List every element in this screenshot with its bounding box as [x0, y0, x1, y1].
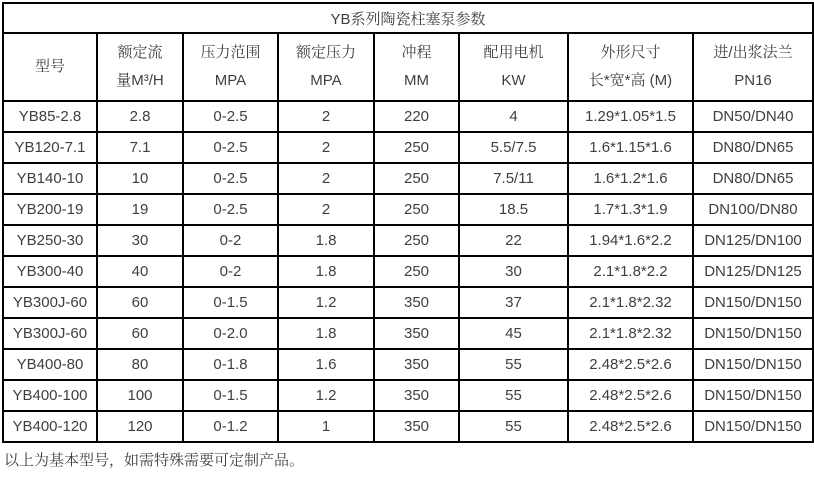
- col-header-flange: [693, 33, 813, 101]
- col-header-model: [3, 33, 97, 101]
- cell-motor-power: 55: [459, 349, 568, 380]
- cell-motor-power: 4: [459, 101, 568, 132]
- cell-motor-power: 7.5/11: [459, 163, 568, 194]
- col-header-unit: KW: [501, 72, 526, 89]
- cell-flange: DN125/DN100: [693, 225, 813, 256]
- col-header-unit: MM: [404, 72, 429, 89]
- cell-rated-flow: 80: [97, 349, 183, 380]
- table-row: [3, 256, 813, 287]
- cell-model: YB250-30: [3, 225, 97, 256]
- col-header-label: 外形尺寸: [600, 44, 661, 61]
- cell-dimensions: 2.1*1.8*2.32: [568, 318, 693, 349]
- cell-rated-pressure: 2: [278, 101, 374, 132]
- table-row: [3, 194, 813, 225]
- cell-pressure-range: 0-1.5: [183, 287, 278, 318]
- table-row: [3, 101, 813, 132]
- cell-model: YB400-120: [3, 411, 97, 442]
- cell-model: YB400-80: [3, 349, 97, 380]
- cell-stroke: 250: [374, 163, 459, 194]
- cell-rated-pressure: 1.8: [278, 256, 374, 287]
- cell-pressure-range: 0-2.5: [183, 194, 278, 225]
- cell-model: YB400-100: [3, 380, 97, 411]
- cell-rated-flow: 19: [97, 194, 183, 225]
- cell-model: YB140-10: [3, 163, 97, 194]
- table-row: [3, 225, 813, 256]
- cell-rated-flow: 30: [97, 225, 183, 256]
- col-header-label: 冲程: [401, 44, 432, 61]
- cell-flange: DN150/DN150: [693, 411, 813, 442]
- col-header-label: 额定流: [117, 44, 163, 61]
- cell-model: YB300J-60: [3, 318, 97, 349]
- cell-dimensions: 2.1*1.8*2.32: [568, 287, 693, 318]
- cell-rated-flow: 40: [97, 256, 183, 287]
- cell-rated-flow: 2.8: [97, 101, 183, 132]
- col-header-label: 型号: [34, 58, 65, 75]
- cell-rated-pressure: 1.8: [278, 318, 374, 349]
- cell-rated-pressure: 2: [278, 194, 374, 225]
- cell-pressure-range: 0-1.5: [183, 380, 278, 411]
- cell-dimensions: 2.48*2.5*2.6: [568, 380, 693, 411]
- cell-rated-pressure: 1.8: [278, 225, 374, 256]
- cell-rated-flow: 100: [97, 380, 183, 411]
- col-header-rated-pressure: [278, 33, 374, 101]
- cell-stroke: 250: [374, 256, 459, 287]
- cell-dimensions: 2.1*1.8*2.2: [568, 256, 693, 287]
- table-header-row: [3, 33, 813, 101]
- cell-rated-flow: 120: [97, 411, 183, 442]
- col-header-unit: 长*宽*高 (M): [588, 72, 673, 89]
- cell-motor-power: 45: [459, 318, 568, 349]
- cell-rated-pressure: 1: [278, 411, 374, 442]
- cell-dimensions: 2.48*2.5*2.6: [568, 411, 693, 442]
- table-row: [3, 318, 813, 349]
- cell-stroke: 220: [374, 101, 459, 132]
- cell-motor-power: 37: [459, 287, 568, 318]
- cell-pressure-range: 0-2: [183, 225, 278, 256]
- cell-dimensions: 1.94*1.6*2.2: [568, 225, 693, 256]
- cell-rated-pressure: 1.2: [278, 380, 374, 411]
- cell-dimensions: 1.6*1.15*1.6: [568, 132, 693, 163]
- cell-pressure-range: 0-2.5: [183, 101, 278, 132]
- spec-table-body: [3, 101, 813, 442]
- table-title: YB系列陶瓷柱塞泵参数: [3, 3, 813, 33]
- cell-stroke: 350: [374, 411, 459, 442]
- cell-stroke: 250: [374, 194, 459, 225]
- col-header-label: 配用电机: [483, 44, 544, 61]
- col-header-label: 进/出浆法兰: [713, 44, 793, 61]
- cell-pressure-range: 0-1.8: [183, 349, 278, 380]
- table-row: [3, 132, 813, 163]
- cell-flange: DN150/DN150: [693, 380, 813, 411]
- col-header-dimensions: [568, 33, 693, 101]
- cell-motor-power: 22: [459, 225, 568, 256]
- cell-motor-power: 30: [459, 256, 568, 287]
- cell-flange: DN80/DN65: [693, 132, 813, 163]
- cell-dimensions: 2.48*2.5*2.6: [568, 349, 693, 380]
- table-row: [3, 349, 813, 380]
- cell-stroke: 350: [374, 349, 459, 380]
- footer-note: 以上为基本型号，如需特殊需要可定制产品。: [4, 452, 305, 469]
- cell-model: YB300-40: [3, 256, 97, 287]
- table-title-row: [3, 3, 813, 33]
- cell-motor-power: 55: [459, 411, 568, 442]
- cell-flange: DN125/DN125: [693, 256, 813, 287]
- cell-motor-power: 55: [459, 380, 568, 411]
- cell-stroke: 250: [374, 132, 459, 163]
- col-header-unit: MPA: [214, 72, 247, 89]
- col-header-label: 压力范围: [200, 44, 261, 61]
- col-header-motor-power: [459, 33, 568, 101]
- cell-stroke: 350: [374, 380, 459, 411]
- col-header-label: 额定压力: [295, 44, 356, 61]
- table-row: [3, 411, 813, 442]
- cell-flange: DN150/DN150: [693, 287, 813, 318]
- table-row: [3, 380, 813, 411]
- cell-dimensions: 1.29*1.05*1.5: [568, 101, 693, 132]
- col-header-rated-flow: [97, 33, 183, 101]
- cell-pressure-range: 0-2: [183, 256, 278, 287]
- cell-pressure-range: 0-2.5: [183, 163, 278, 194]
- cell-stroke: 350: [374, 318, 459, 349]
- col-header-unit: 量M³/H: [116, 72, 164, 89]
- table-row: [3, 163, 813, 194]
- cell-rated-flow: 60: [97, 318, 183, 349]
- cell-rated-flow: 7.1: [97, 132, 183, 163]
- cell-flange: DN150/DN150: [693, 349, 813, 380]
- col-header-pressure-range: [183, 33, 278, 101]
- col-header-stroke: [374, 33, 459, 101]
- cell-rated-pressure: 1.2: [278, 287, 374, 318]
- cell-stroke: 250: [374, 225, 459, 256]
- cell-flange: DN80/DN65: [693, 163, 813, 194]
- cell-flange: DN150/DN150: [693, 318, 813, 349]
- cell-pressure-range: 0-2.0: [183, 318, 278, 349]
- cell-flange: DN100/DN80: [693, 194, 813, 225]
- cell-rated-flow: 60: [97, 287, 183, 318]
- cell-stroke: 350: [374, 287, 459, 318]
- cell-model: YB120-7.1: [3, 132, 97, 163]
- table-row: [3, 287, 813, 318]
- cell-pressure-range: 0-2.5: [183, 132, 278, 163]
- cell-rated-pressure: 2: [278, 132, 374, 163]
- col-header-unit: PN16: [734, 72, 772, 89]
- cell-flange: DN50/DN40: [693, 101, 813, 132]
- col-header-unit: MPA: [310, 72, 342, 89]
- cell-dimensions: 1.7*1.3*1.9: [568, 194, 693, 225]
- cell-motor-power: 5.5/7.5: [459, 132, 568, 163]
- cell-motor-power: 18.5: [459, 194, 568, 225]
- cell-pressure-range: 0-1.2: [183, 411, 278, 442]
- cell-rated-flow: 10: [97, 163, 183, 194]
- cell-dimensions: 1.6*1.2*1.6: [568, 163, 693, 194]
- cell-model: YB300J-60: [3, 287, 97, 318]
- cell-rated-pressure: 2: [278, 163, 374, 194]
- cell-rated-pressure: 1.6: [278, 349, 374, 380]
- cell-model: YB200-19: [3, 194, 97, 225]
- cell-model: YB85-2.8: [3, 101, 97, 132]
- spec-table: [2, 2, 814, 443]
